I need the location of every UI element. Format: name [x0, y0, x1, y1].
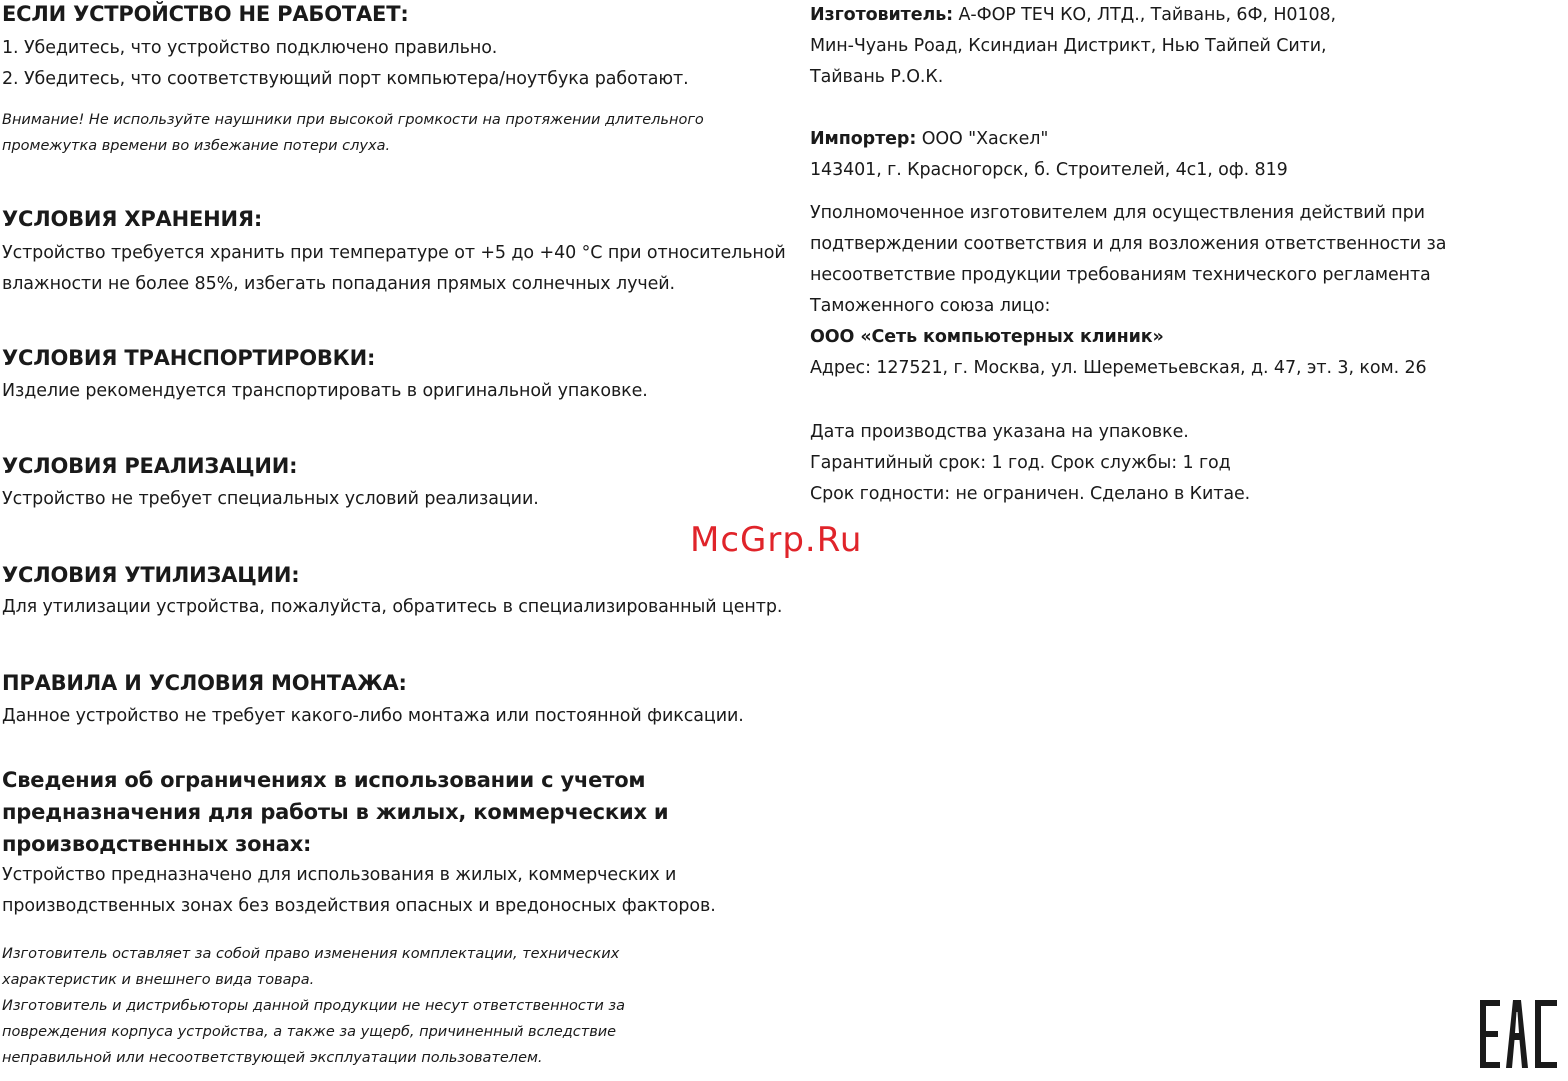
mounting-text: Данное устройство не требует какого-либо монтажа или постоянной фиксации. [2, 706, 744, 726]
hearing-warning: Внимание! Не используйте наушники при высокой громкости на протяжении длительного промежутка времени во избежание потери слуха. [2, 112, 704, 154]
manufacturer-label: Изготовитель: [810, 5, 954, 25]
importer-label: Импортер: [810, 129, 917, 149]
disposal-text: Для утилизации устройства, пожалуйста, обратитесь в специализированный центр. [2, 597, 783, 617]
restrictions-text: Устройство предназначено для использования в жилых, коммерческих и производственных зонах без воздействия опасных и вредоносных факторов. [2, 865, 716, 916]
importer-info [810, 124, 1288, 186]
malfunction-heading: ЕСЛИ УСТРОЙСТВО НЕ РАБОТАЕТ: [2, 2, 409, 26]
storage-text: Устройство требуется хранить при температуре от +5 до +40 °С при относительной влажности не более 85%, избегать попадания прямых солнечных лучей. [2, 243, 786, 294]
restrictions-heading: Сведения об ограничениях в использовании с учетом предназначения для работы в жилых, коммерческих и производственных зонах: [2, 768, 669, 856]
manufacturer-name: А-ФОР ТЕЧ КО, ЛТД., Тайвань, 6Ф, Н0108, [953, 5, 1337, 25]
manufacturer-info: Изготовитель: А-ФОР ТЕЧ КО, ЛТД., Тайвань, 6Ф, Н0108, Мин-Чуань Роад, Ксиндиан Дистрикт, Нью Тайпей Сити, Тайвань Р.О.К. [810, 5, 1337, 87]
importer-address: 143401, г. Красногорск, б. Строителей, 4с1, оф. 819 [810, 160, 1288, 180]
importer-name: ООО "Хаскел" [916, 129, 1049, 149]
dates-info: Дата производства указана на упаковке. Гарантийный срок: 1 год. Срок службы: 1 год Срок годности: не ограничен. Сделано в Китае. [810, 422, 1251, 504]
eac-mark-icon [1478, 998, 1562, 1070]
storage-heading: УСЛОВИЯ ХРАНЕНИЯ: [2, 207, 263, 231]
list-item: 1. Убедитесь, что устройство подключено правильно. [2, 38, 498, 58]
list-item: 2. Убедитесь, что соответствующий порт компьютера/ноутбука работают. [2, 69, 689, 89]
watermark: McGrp.Ru [690, 520, 863, 560]
malfunction-list [2, 33, 689, 95]
disposal-heading: УСЛОВИЯ УТИЛИЗАЦИИ: [2, 563, 300, 587]
sale-text: Устройство не требует специальных условий реализации. [2, 489, 539, 509]
authorized-representative: Уполномоченное изготовителем для осуществления действий при подтверждении соответствия и для возложения ответственности за несоответствие продукции требованиям технического регламента Таможенного союза лицо: ООО «Сеть компьютерных клиник» Адрес: 127521, г. Москва, ул. Шереметьевская, д. 47, эт. 3, ком. 26 [810, 198, 1446, 384]
transport-heading: УСЛОВИЯ ТРАНСПОРТИРОВКИ: [2, 346, 376, 370]
mounting-heading: ПРАВИЛА И УСЛОВИЯ МОНТАЖА: [2, 671, 407, 695]
sale-heading: УСЛОВИЯ РЕАЛИЗАЦИИ: [2, 454, 298, 478]
authorized-address: Адрес: 127521, г. Москва, ул. Шереметьевская, д. 47, эт. 3, ком. 26 [810, 358, 1427, 378]
disclaimer: Изготовитель оставляет за собой право изменения комплектации, технических характеристик и внешнего вида товара. Изготовитель и дистрибьюторы данной продукции не несут ответственности за повреждения корпуса устройства, а также за ущерб, причиненный вследствие неправильной или несоответствующей эксплуатации пользователем. [2, 946, 625, 1066]
transport-text: Изделие рекомендуется транспортировать в оригинальной упаковке. [2, 381, 648, 401]
authorized-company: ООО «Сеть компьютерных клиник» [810, 327, 1164, 347]
